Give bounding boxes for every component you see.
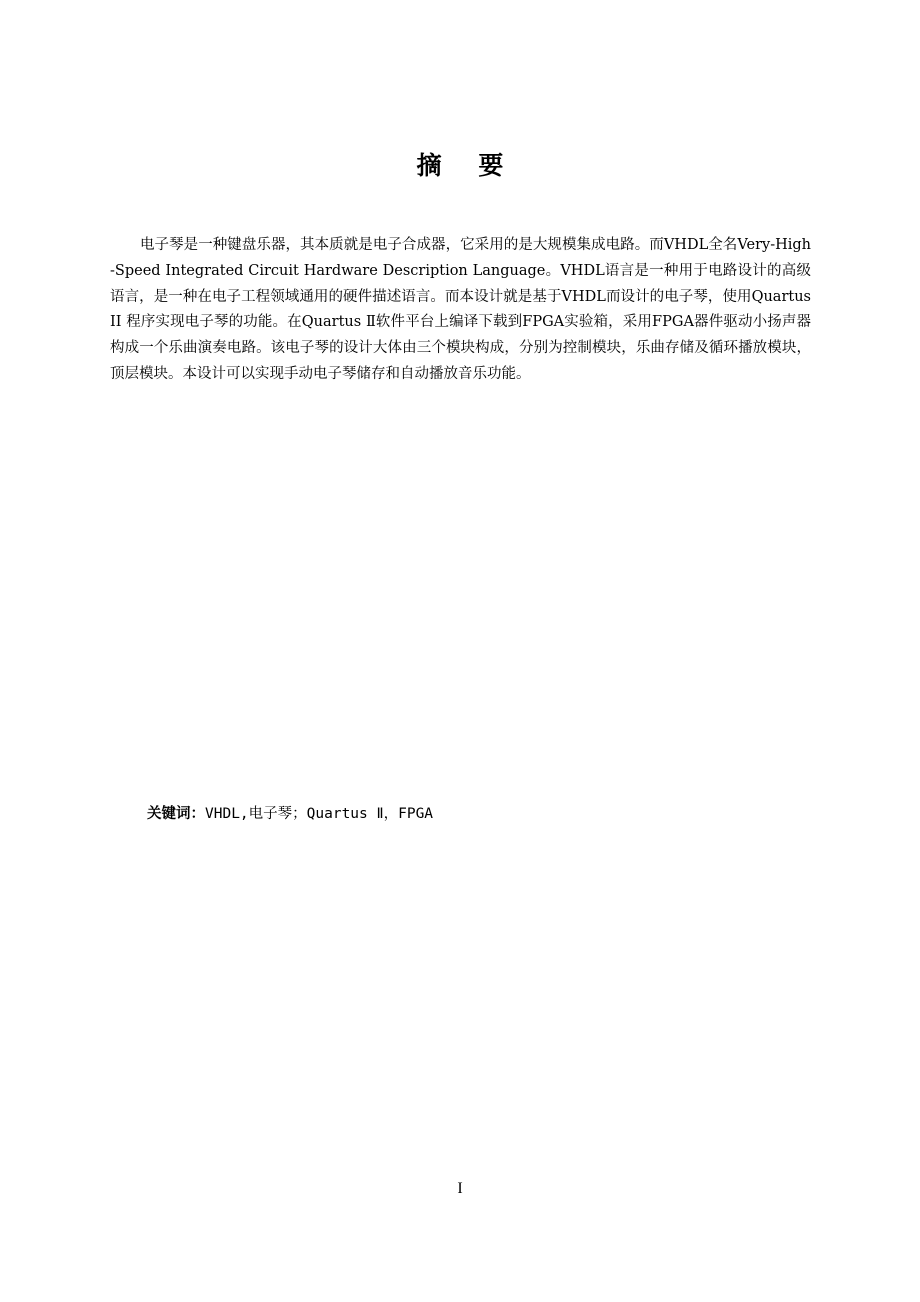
keywords-line — [147, 802, 807, 826]
abstract-body: 电子琴是一种键盘乐器，其本质就是电子合成器，它采用的是大规模集成电路。而VHDL全名Very-High-Speed Integrated Circuit Hardware Description Language。VHDL语言是一种用于电路设计的高级语言，是一种在电子工程领域通用的硬件描述语言。而本设计就是基于VHDL而设计的电子琴，使用Quartus II 程序实现电子琴的功能。在Quartus Ⅱ软件平台上编译下载到FPGA实验箱，采用FPGA器件驱动小扬声器构成一个乐曲演奏电路。该电子琴的设计大体由三个模块构成，分别为控制模块，乐曲存储及循环播放模块，顶层模块。本设计可以实现手动电子琴储存和自动播放音乐功能。 — [110, 237, 811, 382]
page-number: I — [457, 1180, 463, 1197]
abstract-title: 摘 要 — [416, 151, 518, 180]
keywords-label: 关键词： — [147, 806, 205, 822]
keywords-text: VHDL,电子琴；Quartus Ⅱ，FPGA — [205, 806, 434, 822]
